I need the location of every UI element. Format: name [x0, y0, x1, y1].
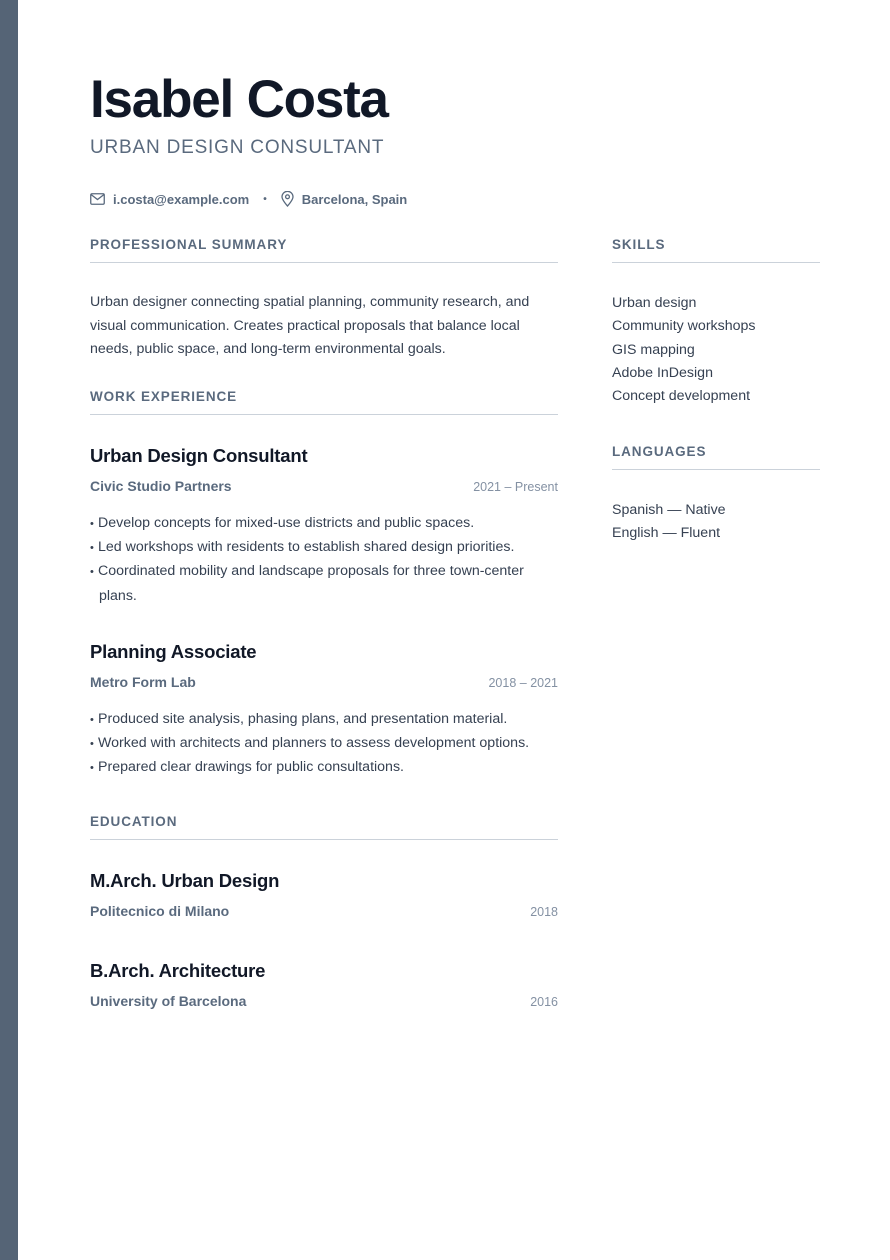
list-item: • Produced site analysis, phasing plans, and presentation material.: [90, 708, 558, 732]
person-name: Isabel Costa: [90, 70, 388, 129]
school-name: University of Barcelona: [90, 993, 247, 1009]
section-heading-experience: WORK EXPERIENCE: [90, 389, 558, 415]
graduation-year: 2016: [530, 995, 558, 1009]
job-dates: 2018 – 2021: [488, 676, 558, 690]
summary-text: Urban designer connecting spatial planning, community research, and visual communication. Creates practical proposals that balance local needs, public space, and long-term environmental goals.: [90, 294, 530, 357]
accent-side-bar: [0, 0, 18, 1260]
job-organization: Metro Form Lab: [90, 674, 196, 690]
job-organization: Civic Studio Partners: [90, 478, 232, 494]
job-org-row: [90, 674, 558, 690]
email-link[interactable]: i.costa@example.com: [113, 191, 250, 207]
education-row: [90, 993, 558, 1009]
job-role-title: URBAN DESIGN CONSULTANT: [90, 137, 385, 158]
section-heading-languages: LANGUAGES: [612, 444, 820, 470]
list-item: Community workshops: [612, 318, 756, 335]
list-item: Concept development: [612, 388, 751, 405]
contact-separator: •: [263, 193, 267, 205]
list-item: English — Fluent: [612, 525, 721, 542]
mail-icon: [90, 193, 105, 205]
list-item: • Worked with architects and planners to assess development options.: [90, 732, 558, 756]
job-dates: 2021 – Present: [473, 480, 558, 494]
degree-title: M.Arch. Urban Design: [90, 870, 280, 891]
school-name: Politecnico di Milano: [90, 903, 230, 919]
job-title: Urban Design Consultant: [90, 445, 308, 466]
job-org-row: [90, 478, 558, 494]
education-row: [90, 903, 558, 919]
contact-row: [90, 189, 407, 209]
section-heading-education: EDUCATION: [90, 814, 558, 840]
list-item: GIS mapping: [612, 341, 695, 358]
list-item: Urban design: [612, 295, 697, 311]
list-item: • Prepared clear drawings for public consultations.: [90, 756, 558, 780]
list-item: Spanish — Native: [612, 502, 726, 518]
degree-title: B.Arch. Architecture: [90, 960, 266, 981]
section-heading-summary: PROFESSIONAL SUMMARY: [90, 237, 558, 263]
list-item: • Develop concepts for mixed-use districts and public spaces.: [90, 512, 558, 536]
list-item: Adobe InDesign: [612, 364, 713, 381]
list-item: • Led workshops with residents to establish shared design priorities.: [90, 536, 558, 560]
job-title: Planning Associate: [90, 641, 257, 662]
languages-list: [612, 499, 820, 546]
job-bullets: [90, 708, 558, 781]
list-item: • Coordinated mobility and landscape proposals for three town-center plans.: [90, 560, 558, 607]
section-heading-skills: SKILLS: [612, 237, 820, 263]
job-bullets: [90, 512, 558, 608]
location-text: Barcelona, Spain: [301, 191, 408, 207]
skills-list: [612, 292, 820, 408]
graduation-year: 2018: [530, 905, 558, 919]
location-pin-icon: [281, 191, 294, 207]
